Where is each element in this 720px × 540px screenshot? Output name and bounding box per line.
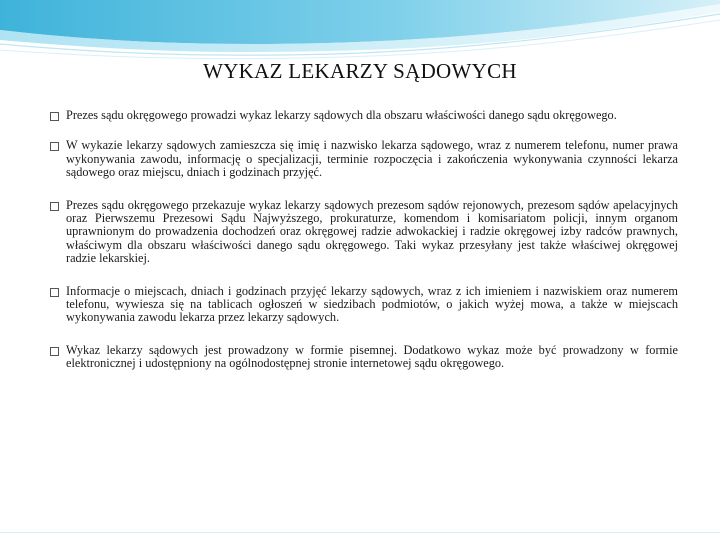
bullet-text: W wykazie lekarzy sądowych zamieszcza się imię i nazwisko lekarza sądowego, wraz z numerem telefonu, numer prawa wykonywania zawodu, informację o specjalizacji, terminie rozpoczęcia i zakończenia wykonywania czynności lekarza sądowego oraz miejscu, dniach i godzinach przyjęć.: [66, 138, 678, 180]
bullet-item: [50, 109, 678, 122]
square-bullet-icon: [50, 202, 59, 211]
bullet-text: Wykaz lekarzy sądowych jest prowadzony w formie pisemnej. Dodatkowo wykaz może być prowadzony w formie elektronicznej i udostępniony na ogólnodostępnej stronie internetowej sądu okręgowego.: [66, 342, 678, 371]
square-bullet-icon: [50, 142, 59, 151]
bullet-item: [50, 199, 678, 266]
bullet-text: Prezes sądu okręgowego przekazuje wykaz lekarzy sądowych prezesom sądów rejonowych, prezesom sądów apelacyjnych oraz Pierwszemu Prezesowi Sądu Najwyższego, prokuraturze, komendom i komisariatom policji, innym organom uprawnionym do prowadzenia dochodzeń oraz okręgowej radzie adwokackiej i radzie okręgowej izby radców prawnych, właściwym dla obszaru właściwości danego sądu okręgowego. Taki wykaz przesyłany jest także właściwej okręgowej radzie lekarskiej.: [66, 197, 678, 266]
square-bullet-icon: [50, 347, 59, 356]
slide-title: WYKAZ LEKARZY SĄDOWYCH: [203, 59, 517, 83]
bullet-item: [50, 285, 678, 325]
bullet-text: Informacje o miejscach, dniach i godzinach przyjęć lekarzy sądowych, wraz z ich imieniem i nazwiskiem oraz numerem telefonu, wywiesza się na tablicach ogłoszeń w siedzibach podmiotów, o jakich wyżej mowa, a także w miejscach wykonywania zawodu lekarza przez lekarzy sądowych.: [66, 283, 678, 325]
bullet-list: [50, 109, 678, 385]
bullet-item: [50, 344, 678, 371]
bullet-item: [50, 139, 678, 179]
footer-divider: [0, 532, 720, 533]
square-bullet-icon: [50, 112, 59, 121]
square-bullet-icon: [50, 288, 59, 297]
bullet-text: Prezes sądu okręgowego prowadzi wykaz lekarzy sądowych dla obszaru właściwości danego sądu okręgowego.: [66, 108, 617, 122]
